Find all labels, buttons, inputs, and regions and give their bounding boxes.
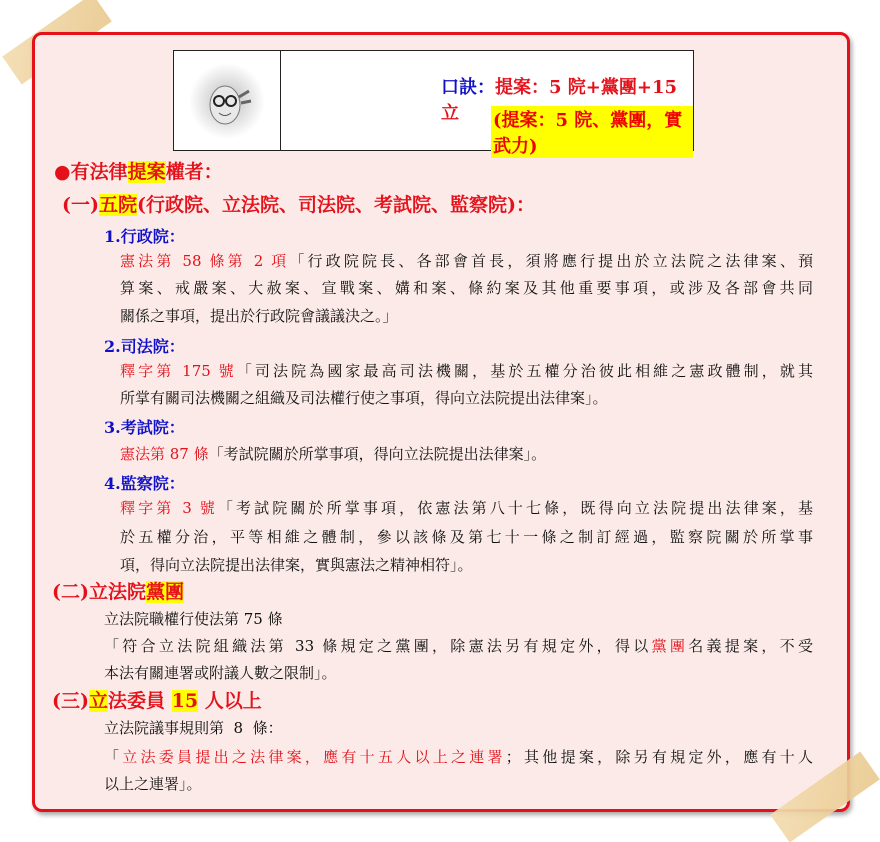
mnemonic-label: 口訣： — [441, 77, 495, 98]
section-2-title: (二)立法院黨團 — [52, 581, 184, 603]
item-text: 釋字第 3 號「考試院關於所掌事項，依憲法第八十七條，既得向立法院提出法律案，基 — [120, 499, 813, 517]
law-text: 「立法委員提出之法律案，應有十五人以上之連署；其他提案，除另有規定外，應有十人 — [104, 748, 813, 766]
main-heading: ●有法律提案權者： — [54, 161, 223, 183]
item-text: 於五權分治，平等相維之體制，參以該條及第七十一條之制訂經過，監察院關於所掌事 — [120, 528, 813, 546]
mnemonic-text: 提案：5 院+黨團+15 立 — [441, 77, 678, 124]
item-text: 憲法第 87 條「考試院關於所掌事項，得向立法院提出法律案」。 — [120, 445, 547, 463]
item-text: 憲法第 58 條第 2 項「行政院院長、各部會首長，須將應行提出於立法院之法律案、預 — [120, 252, 813, 270]
item-text: 關係之事項，提出於行政院會議議決之。」 — [120, 307, 398, 325]
avatar — [174, 51, 281, 150]
law-text: 「符合立法院組織法第 33 條規定之黨團，除憲法另有規定外，得以黨團名義提案，不受 — [104, 637, 813, 655]
law-text: 本法有關連署或附議人數之限制」。 — [104, 664, 337, 682]
item-label: 1.行政院： — [104, 227, 185, 246]
item-text: 釋字第 175 號「司法院為國家最高司法機關，基於五權分治彼此相維之憲政體制，就其 — [120, 362, 813, 380]
item-label: 4.監察院： — [104, 474, 185, 493]
section-1-title: (一)五院(行政院、立法院、司法院、考試院、監察院)： — [62, 194, 535, 216]
law-reference: 立法院議事規則第 8 條： — [104, 719, 283, 737]
law-text: 以上之連署」。 — [104, 775, 202, 793]
mnemonic-box — [173, 50, 694, 157]
item-text: 所掌有關司法機關之組織及司法權行使之事項，得向立法院提出法律案」。 — [120, 389, 608, 407]
mnemonic-sub: (提案：5 院、黨團，實武力) — [491, 106, 693, 158]
law-reference: 立法院職權行使法第 75 條 — [104, 610, 283, 628]
item-text: 項，得向立法院提出法律案，實與憲法之精神相符」。 — [120, 556, 473, 574]
item-label: 3.考試院： — [104, 418, 185, 437]
item-text: 算案、戒嚴案、大赦案、宣戰案、媾和案、條約案及其他重要事項，或涉及各部會共同 — [120, 279, 813, 297]
item-label: 2.司法院： — [104, 337, 185, 356]
section-3-title: (三)立法委員 15 人以上 — [52, 690, 262, 712]
